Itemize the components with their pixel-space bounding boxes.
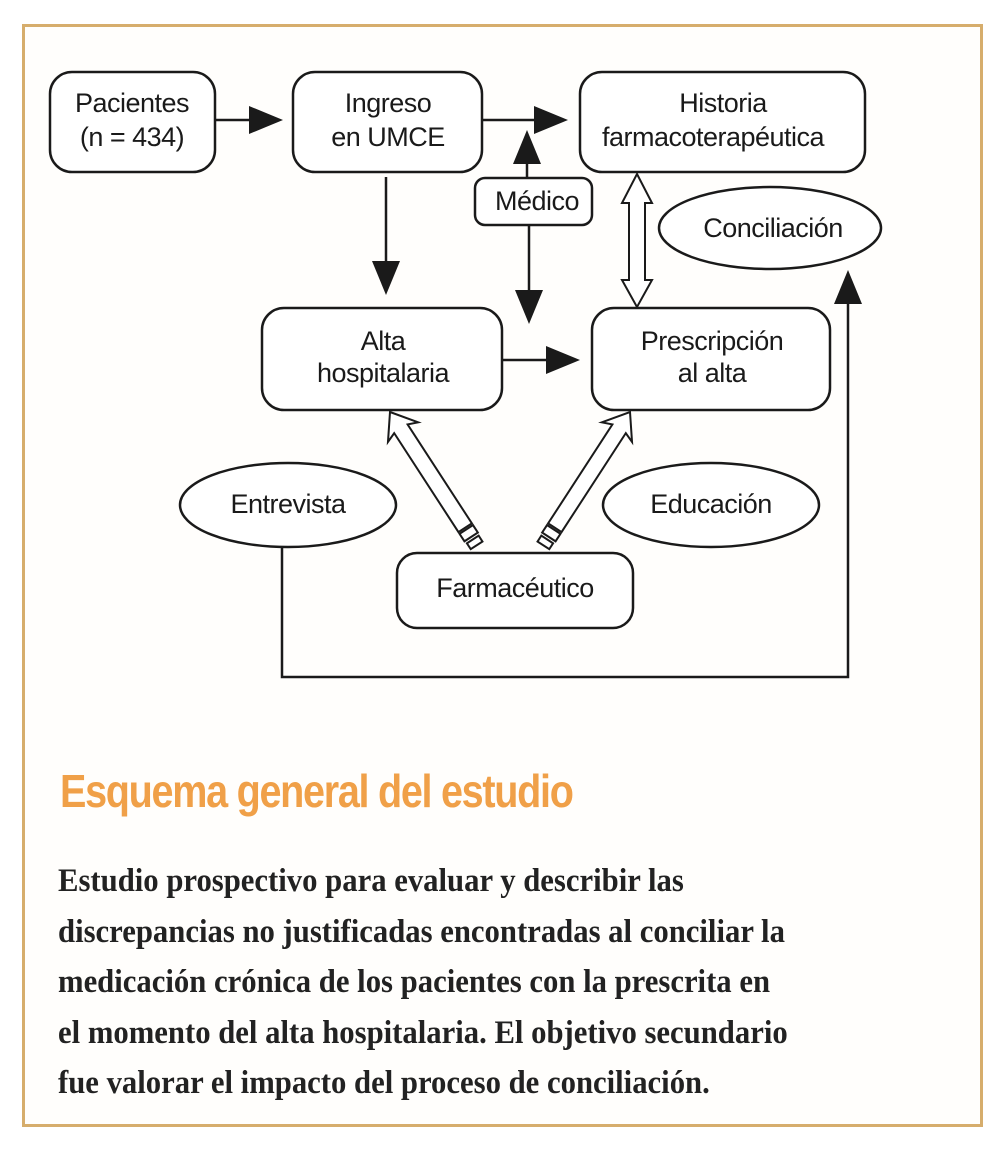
description-line: el momento del alta hospitalaria. El objetivo secundario [58,1014,788,1051]
node-ingreso [293,72,482,172]
edge-pacientes-to-ingreso [215,106,283,134]
double-arrow-icon [622,174,652,307]
node-historia [580,72,865,172]
arrowhead-icon [534,106,568,134]
edge-ingreso-to-historia [482,106,568,134]
description-line: Estudio prospectivo para evaluar y describir las [58,863,684,899]
edge-alta-to-prescripcion [502,346,580,374]
node-alta-line2: hospitalaria [316,358,450,388]
node-educacion [603,463,819,547]
node-pacientes-line1: Pacientes [74,88,190,118]
node-entrevista [180,463,396,547]
figure-description [58,856,895,1109]
node-ingreso-line2: en UMCE [331,122,445,152]
node-educacion-label: Educación [650,489,772,519]
node-prescripcion-line1: Prescripción [640,326,784,356]
node-medico [475,178,592,225]
node-prescripcion-line2: al alta [677,358,747,388]
node-alta [262,308,502,410]
edge-medico-to-prescripcion [515,225,543,324]
description-line: fue valorar el impacto del proceso de conciliación. [58,1065,710,1101]
node-medico-label: Médico [494,186,580,216]
arrowhead-icon [515,290,543,324]
node-entrevista-label: Entrevista [230,489,346,519]
node-alta-line1: Alta [360,326,406,356]
edge-historia-prescripcion-double [622,174,652,307]
node-historia-line1: Historia [679,88,767,118]
description-line: discrepancias no justificadas encontradas al conciliar la [58,913,785,950]
node-ingreso-line1: Ingreso [344,88,432,118]
node-farmaceutico [397,553,633,628]
figure-heading: Esquema general del estudio [60,765,573,817]
description-line: medicación crónica de los pacientes con la prescrita en [58,964,771,1000]
node-pacientes [50,72,215,172]
arrowhead-icon [372,261,400,295]
edge-farmaceutico-to-alta [375,402,492,555]
node-historia-line2: farmacoterapéutica [601,122,825,152]
node-pacientes-line2: (n = 434) [79,122,185,152]
node-prescripcion [592,308,830,410]
node-conciliacion [659,187,881,269]
arrowhead-icon [513,130,541,164]
edge-ingreso-to-alta [372,177,400,295]
node-conciliacion-label: Conciliación [703,213,843,243]
arrowhead-icon [834,270,862,304]
node-farmaceutico-label: Farmacéutico [436,573,594,603]
edge-medico-up [513,130,541,178]
arrowhead-icon [546,346,580,374]
arrowhead-icon [249,106,283,134]
